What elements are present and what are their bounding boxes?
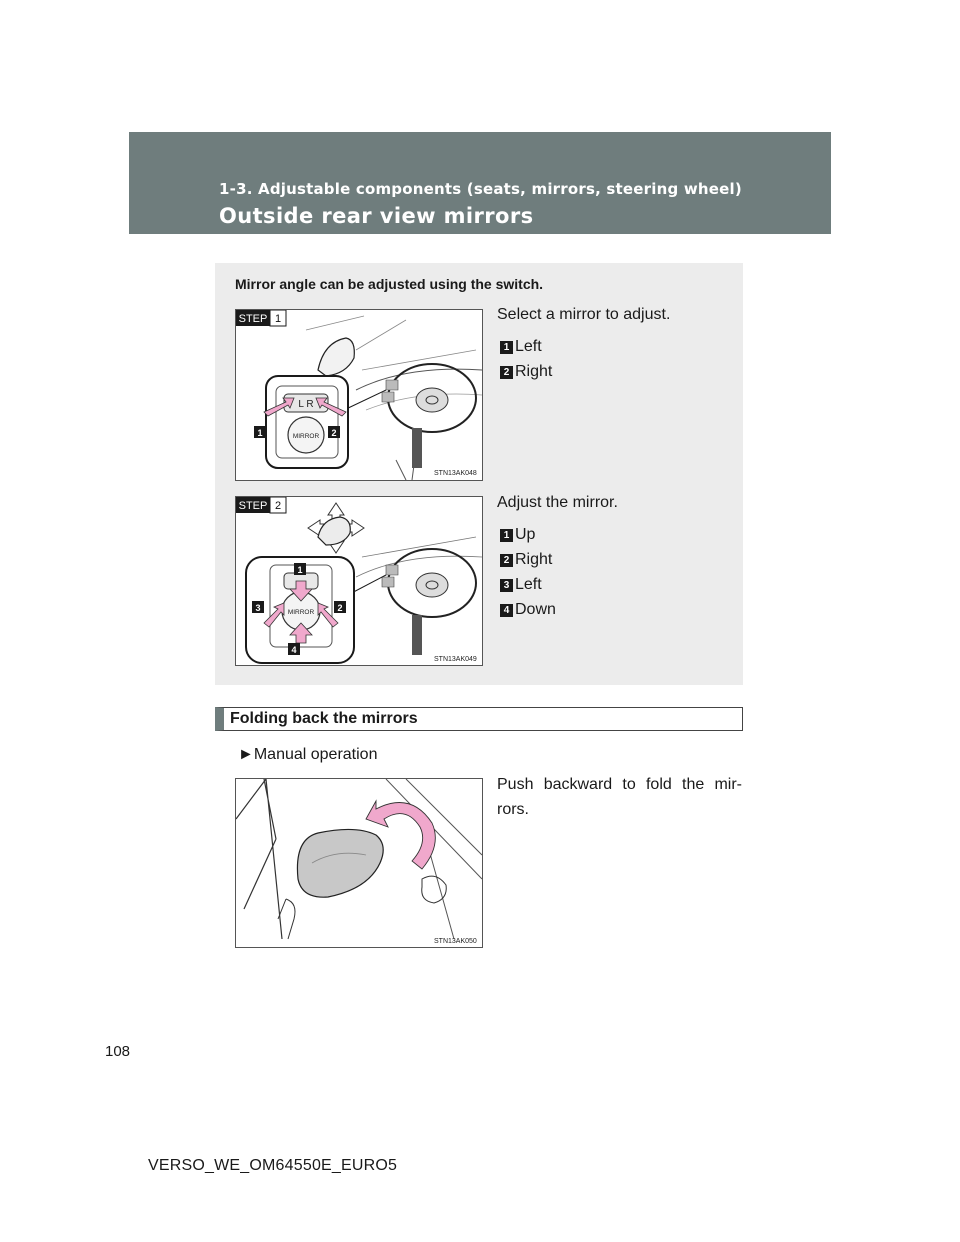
number-badge: 1 [500, 341, 513, 354]
folded-mirror-shape [297, 829, 383, 897]
side-mirror-shape [318, 338, 354, 376]
svg-text:MIRROR: MIRROR [287, 609, 315, 616]
footer-code: VERSO_WE_OM64550E_EURO5 [148, 1157, 398, 1174]
folding-illustration [235, 778, 483, 948]
section-title: 1-3. Adjustable components (seats, mirrors, steering wheel) [219, 180, 742, 198]
svg-text:4: 4 [291, 645, 297, 655]
step2-instruction: Adjust the mirror. [497, 494, 618, 511]
svg-text:2: 2 [274, 500, 282, 512]
folding-heading: Folding back the mirrors [215, 707, 743, 731]
item-label: Right [515, 551, 553, 568]
step2-tag [236, 497, 286, 513]
number-badge: 1 [500, 529, 513, 542]
svg-text:STN13AK048: STN13AK048 [434, 470, 477, 477]
item-label: Left [515, 576, 542, 593]
page-number: 108 [105, 1043, 131, 1060]
number-badge: 3 [500, 579, 513, 592]
intro-text: Mirror angle can be adjusted using the switch. [235, 276, 544, 292]
step1-tag [236, 310, 286, 326]
step1-instruction: Select a mirror to adjust. [497, 306, 671, 323]
item-label: Up [515, 526, 536, 543]
page-title: Outside rear view mirrors [219, 204, 534, 228]
svg-text:STN13AK050: STN13AK050 [434, 938, 477, 945]
svg-text:1: 1 [257, 428, 263, 438]
svg-text:1: 1 [274, 313, 282, 325]
item-label: Down [515, 601, 556, 618]
svg-text:2: 2 [331, 428, 337, 438]
step2-item-up [500, 526, 535, 544]
number-badge: 2 [500, 366, 513, 379]
step2-item-right [500, 551, 552, 569]
step1-illustration [235, 309, 483, 481]
step2-item-down [500, 601, 556, 619]
step2-illustration [235, 496, 483, 666]
svg-text:2: 2 [337, 603, 343, 613]
number-badge: 4 [500, 604, 513, 617]
step1-item-left [500, 338, 542, 356]
svg-text:MIRROR: MIRROR [292, 433, 320, 440]
number-badge: 2 [500, 554, 513, 567]
item-label: Right [515, 363, 553, 380]
item-label: Left [515, 338, 542, 355]
svg-text:STEP: STEP [238, 313, 268, 325]
svg-text:STN13AK049: STN13AK049 [434, 656, 477, 663]
step2-item-left [500, 576, 542, 594]
manual-operation-label: ►Manual operation [238, 746, 378, 763]
step1-item-right [500, 363, 552, 381]
svg-text:1: 1 [297, 565, 303, 575]
folding-instruction: Push backward to fold the mir-rors. [497, 776, 742, 818]
svg-text:L R: L R [298, 399, 314, 410]
svg-text:3: 3 [255, 603, 261, 613]
svg-text:STEP: STEP [238, 500, 268, 512]
